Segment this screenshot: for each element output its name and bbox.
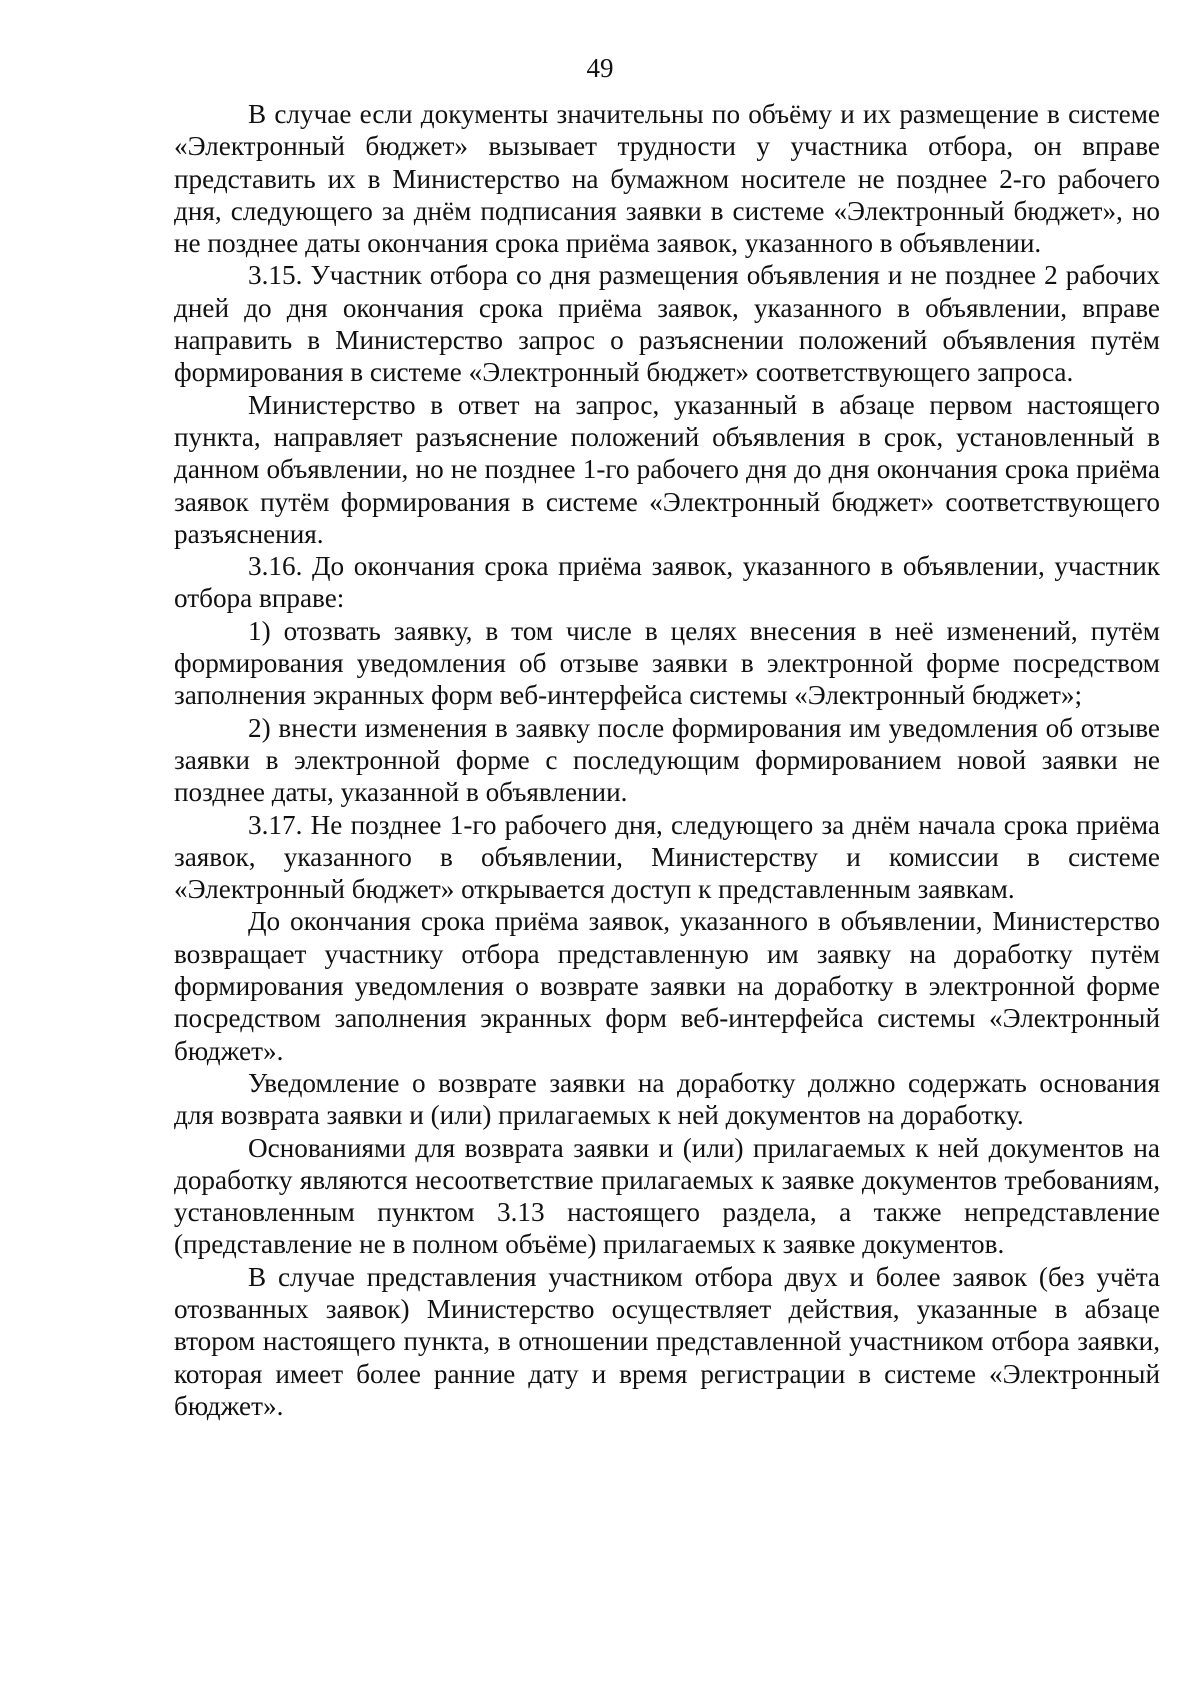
paragraph-3-17: 3.17. Не позднее 1-го рабочего дня, следующего за днём начала срока приёма заявок, указанного в объявлении, Министерству и комиссии в системе «Электронный бюджет» открывается доступ к представленным заявкам. [174,809,1160,905]
paragraph-multiple-applications: В случае представления участником отбора двух и более заявок (без учёта отозванных заявок) Министерство осуществляет действия, указанные в абзаце втором настоящего пункта, в отношении представленной участником отбора заявки, которая имеет более ранние дату и время регистрации в системе «Электронный бюджет». [174,1261,1160,1421]
paragraph-3-15-response: Министерство в ответ на запрос, указанный в абзаце первом настоящего пункта, направляет разъяснение положений объявления в срок, установленный в данном объявлении, но не позднее 1-го рабочего дня до дня окончания срока приёма заявок путём формирования в системе «Электронный бюджет» соответствующего разъяснения. [174,389,1160,549]
list-item-withdraw: 1) отозвать заявку, в том числе в целях внесения в неё изменений, путём формирования уведомления об отзыве заявки в электронной форме посредством заполнения экранных форм веб-интерфейса системы «Электронный бюджет»; [174,615,1160,711]
paragraph-docs-on-paper: В случае если документы значительны по объёму и их размещение в системе «Электронный бюджет» вызывает трудности у участника отбора, он вправе представить их в Министерство на бумажном носителе не позднее 2-го рабочего дня, следующего за днём подписания заявки в системе «Электронный бюджет», но не позднее даты окончания срока приёма заявок, указанного в объявлении. [174,99,1160,259]
paragraph-3-16: 3.16. До окончания срока приёма заявок, указанного в объявлении, участник отбора вправе: [174,551,1160,614]
paragraph-return-grounds: Основаниями для возврата заявки и (или) прилагаемых к ней документов на доработку являются несоответствие прилагаемых к заявке документов требованиям, установленным пунктом 3.13 настоящего раздела, а также непредставление (представление не в полном объёме) прилагаемых к заявке документов. [174,1132,1160,1260]
paragraph-3-15: 3.15. Участник отбора со дня размещения объявления и не позднее 2 рабочих дней до дня окончания срока приёма заявок, указанного в объявлении, вправе направить в Министерство запрос о разъяснении положений объявления путём формирования в системе «Электронный бюджет» соответствующего запроса. [174,260,1160,388]
paragraph-notice-contents: Уведомление о возврате заявки на доработку должно содержать основания для возврата заявки и (или) прилагаемых к ней документов на доработку. [174,1067,1160,1131]
document-body [174,98,1160,1422]
paragraph-return-for-revision: До окончания срока приёма заявок, указанного в объявлении, Министерство возвращает участнику отбора представленную им заявку на доработку путём формирования уведомления о возврате заявки на доработку в электронной форме посредством заполнения экранных форм веб-интерфейса системы «Электронный бюджет». [174,906,1160,1066]
page-number: 49 [586,53,614,83]
list-item-amend: 2) внести изменения в заявку после формирования им уведомления об отзыве заявки в электронной форме с последующим формированием новой заявки не позднее даты, указанной в объявлении. [174,712,1160,808]
